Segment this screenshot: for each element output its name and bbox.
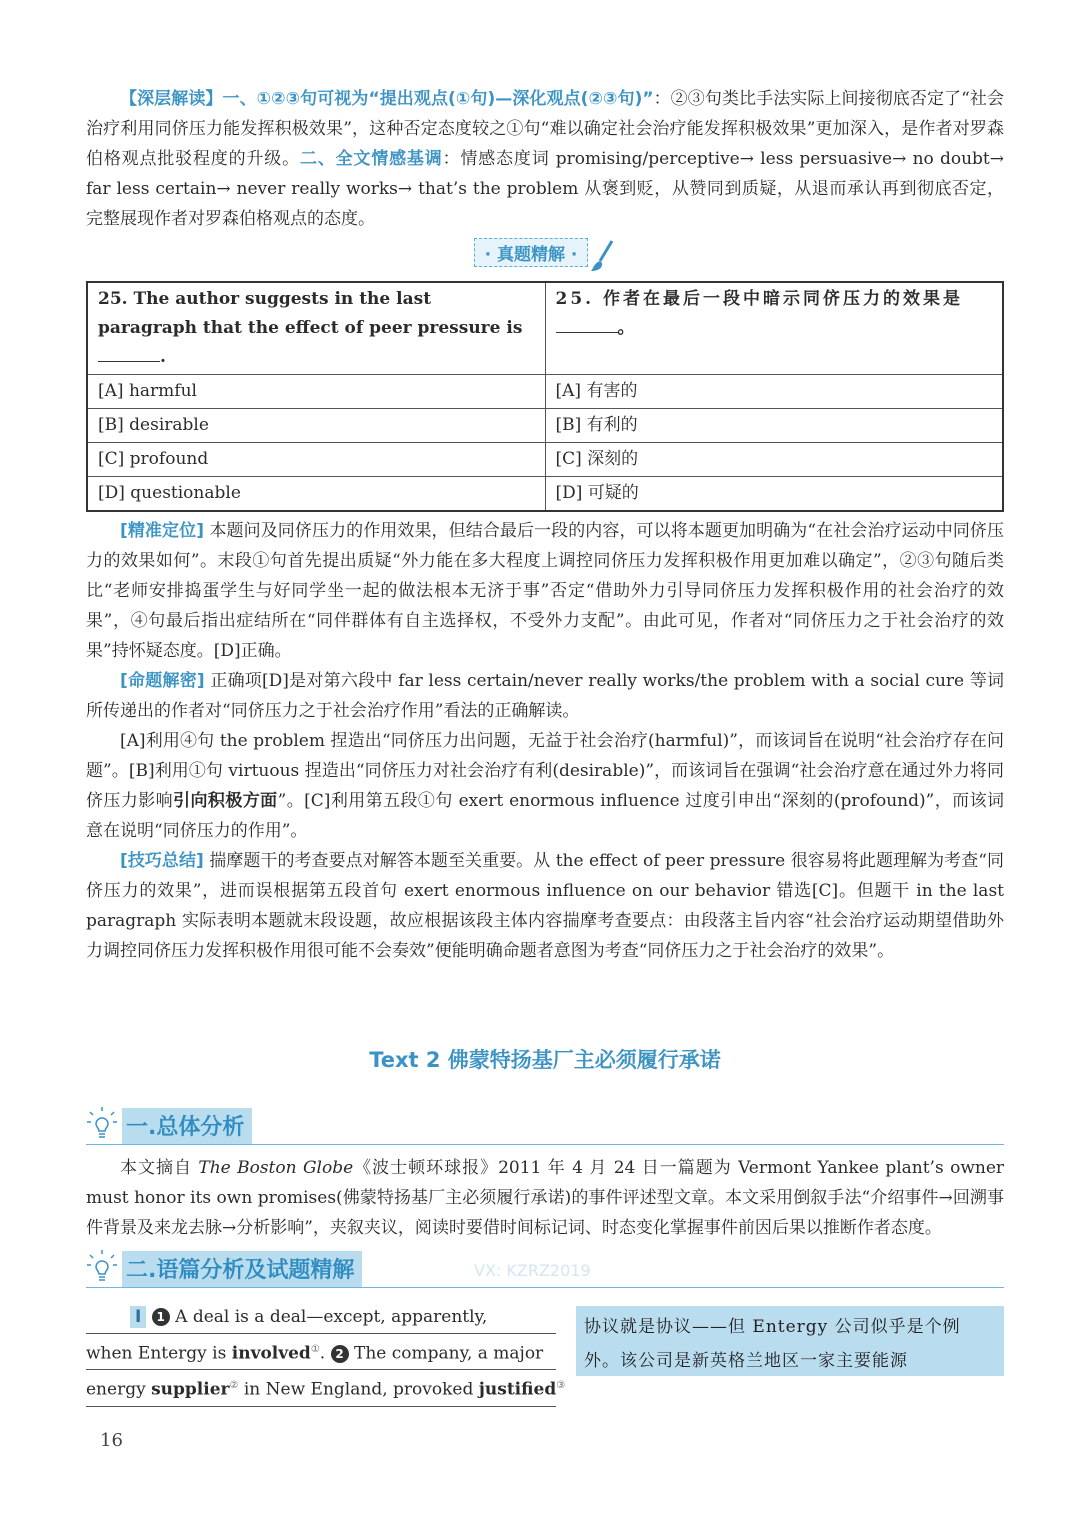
passage-english xyxy=(86,1302,566,1407)
vocab-involved: involved xyxy=(231,1343,311,1364)
distractor-paragraph xyxy=(86,726,1004,846)
question-row xyxy=(87,282,1003,375)
discourse-heading xyxy=(86,1247,1004,1288)
lightbulb-icon xyxy=(86,1249,118,1283)
watermark: VX: KZRZ2019 xyxy=(474,1260,591,1280)
option-en: [B] desirable xyxy=(87,408,545,442)
en-question: 25. The author suggests in the last paragraph that the effect of peer pressure is . xyxy=(87,282,545,375)
part2-text: ：情感态度词 promising/perceptive→ less persuasive→ no doubt→ far less certain→ never really works→ that’s the problem 从褒到贬，从赞同到质疑，从退而承认再到彻底否定，完整展现作者对罗森伯格观点的态度。 xyxy=(86,149,1005,229)
answer-blank xyxy=(98,343,160,362)
skill-paragraph xyxy=(86,846,1004,966)
distractor-bold: 引向积极方面 xyxy=(173,790,278,811)
deep-reading-label: 【深层解读】 xyxy=(120,89,223,109)
vocab-justified: justified xyxy=(478,1379,557,1400)
locate-paragraph xyxy=(86,516,1004,666)
distractor-post: ”。[C]利用第五段①句 exert enormous influence 过度引申出“深刻的(profound)”，而该词意在说明“同侪压力的作用”。 xyxy=(86,790,1005,841)
option-en: [D] questionable xyxy=(87,476,545,511)
overall-text-pre: 本文摘自 xyxy=(120,1157,199,1178)
passage-line: energy supplier② in New England, provoked justified③ xyxy=(86,1370,556,1407)
section-title: Text 2 佛蒙特扬基厂主必须履行承诺 xyxy=(369,1047,721,1072)
deep-reading-paragraph xyxy=(86,84,1004,234)
passage-line xyxy=(86,1302,556,1334)
source-title: The Boston Globe xyxy=(198,1157,354,1178)
brush-icon xyxy=(590,239,616,273)
overall-heading xyxy=(86,1104,1004,1145)
decode-text: 正确项[D]是对第六段中 far less certain/never really works/the problem with a social cure 等词所传递出的作者对“同侪压力之于社会治疗作用”看法的正确解读。 xyxy=(86,670,1004,721)
decode-label: [命题解密] xyxy=(120,670,205,691)
exam-banner xyxy=(86,238,1004,273)
translation-box: 协议就是协议——但 Entergy 公司似乎是个例外。该公司是新英格兰地区一家主要能源 xyxy=(576,1306,1004,1376)
discourse-heading-text: 二.语篇分析及试题精解 xyxy=(122,1251,362,1287)
answer-blank-cn xyxy=(556,314,618,333)
option-cn: [A] 有害的 xyxy=(545,374,1003,408)
distractor-pre: [A]利用④句 the problem 捏造出“同侪压力出问题，无益于社会治疗(harmful)”，而该词旨在说明“社会治疗存在问题”。[B]利用①句 virtuous 捏造出“同侪压力对社会治疗有利(desirable)”，而该词旨在强调“社会治疗意在通过外力将同侪压力影响 xyxy=(86,730,1004,811)
banner-label: · 真题精解 · xyxy=(474,238,589,267)
option-cn: [B] 有利的 xyxy=(545,408,1003,442)
locate-label: [精准定位] xyxy=(120,520,204,541)
overall-heading-text: 一.总体分析 xyxy=(122,1108,252,1144)
overall-text-post: 《波士顿环球报》2011 年 4 月 24 日一篇题为 Vermont Yankee plant’s owner must honor its own promises(佛蒙特扬基厂主必须履行承诺)的事件评述型文章。本文采用倒叙手法“介绍事件→回溯事件背景及来龙去脉→分析影响”，夹叙夹议，阅读时要借时间标记词、时态变化掌握事件前因后果以推断作者态度。 xyxy=(86,1157,1005,1238)
skill-text: 揣摩题干的考查要点对解答本题至关重要。从 the effect of peer pressure 很容易将此题理解为考查“同侪压力的效果”，进而误根据第五段首句 exert enormous influence on our behavior 错选[C]。但题干 in the last paragraph 实际表明本题就末段设题，故应根据该段主体内容揣摩考查要点：由段落主旨内容“社会治疗运动期望借助外力调控同侪压力发挥积极作用很可能不会奏效”便能明确命题者意图为考查“同侪压力之于社会治疗的效果”。 xyxy=(86,850,1004,961)
page-number: 16 xyxy=(100,1430,123,1451)
option-row xyxy=(87,374,1003,408)
sentence-number: 2 xyxy=(331,1345,349,1363)
option-row xyxy=(87,442,1003,476)
paragraph-marker: I xyxy=(130,1306,146,1328)
locate-text: 本题问及同侪压力的作用效果，但结合最后一段的内容，可以将本题更加明确为“在社会治疗运动中同侪压力的效果如何”。末段①句首先提出质疑“外力能在多大程度上调控同侪压力发挥积极作用更加难以确定”，②③句随后类比“老师安排捣蛋学生与好同学坐一起的做法根本无济于事”否定“借助外力引导同侪压力发挥积极作用的社会治疗的效果”，④句最后指出症结所在“同伴群体有自主选择权，不受外力支配”。由此可见，作者对“同侪压力之于社会治疗的效果”持怀疑态度。[D]正确。 xyxy=(86,520,1005,661)
option-en: [C] profound xyxy=(87,442,545,476)
cn-question: 25. 作者在最后一段中暗示同侪压力的效果是。 xyxy=(545,282,1003,375)
decode-paragraph xyxy=(86,666,1004,726)
option-en: [A] harmful xyxy=(87,374,545,408)
lightbulb-icon xyxy=(86,1106,118,1140)
skill-label: [技巧总结] xyxy=(120,850,204,871)
option-row xyxy=(87,476,1003,511)
passage-line: when Entergy is involved①. 2 The company, a major xyxy=(86,1334,556,1371)
overall-paragraph xyxy=(86,1153,1004,1243)
option-cn: [D] 可疑的 xyxy=(545,476,1003,511)
vocab-supplier: supplier xyxy=(151,1379,230,1400)
page-content xyxy=(86,84,1005,1400)
part1-title: 一、①②③句可视为“提出观点(①句)—深化观点(②③句)” xyxy=(222,89,654,109)
question-table xyxy=(86,281,1004,512)
option-row xyxy=(87,408,1003,442)
sentence-number: 1 xyxy=(152,1308,170,1326)
part1-text: ：②③句类比手法实际上间接彻底否定了“社会治疗利用同侪压力能发挥积极效果”，这种否定态度较之①句“难以确定社会治疗能发挥积极效果”更加深入，是作者对罗森伯格观点批驳程度的升级。 xyxy=(86,89,1004,169)
sentence-text: A deal is a deal—except, apparently, xyxy=(169,1306,488,1327)
option-cn: [C] 深刻的 xyxy=(545,442,1003,476)
passage-area xyxy=(86,1302,1004,1400)
part2-title: 二、全文情感基调 xyxy=(299,149,443,169)
